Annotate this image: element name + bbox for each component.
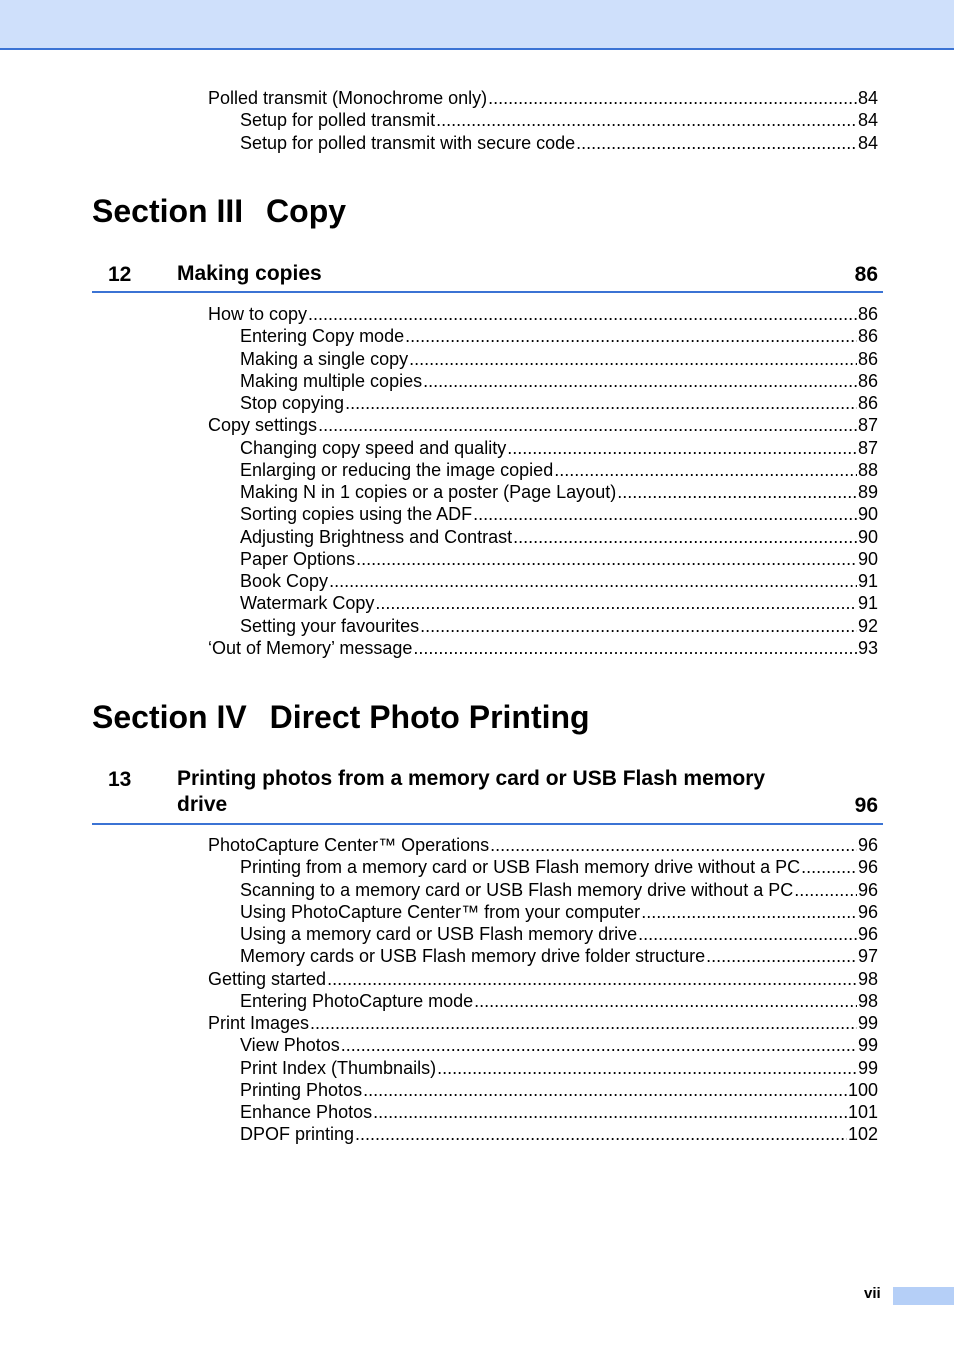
toc-entry[interactable] — [240, 570, 878, 592]
toc-entry-label: Book Copy — [240, 571, 329, 591]
chapter-title: Making copies — [177, 262, 322, 285]
toc-entry-page-number: 93 — [857, 637, 878, 658]
dot-leader — [308, 303, 857, 325]
toc-entry[interactable] — [240, 392, 878, 414]
toc-entry-label: Entering PhotoCapture mode — [240, 990, 474, 1011]
toc-entry-page-number: 89 — [857, 482, 878, 502]
toc-entry-page-number: 96 — [857, 924, 878, 944]
toc-entry-label: Paper Options — [240, 548, 356, 569]
toc-entry-page-number: 88 — [857, 459, 878, 480]
toc-entry-page-number: 86 — [857, 393, 878, 413]
toc-entry-label: Enlarging or reducing the image copied — [240, 459, 554, 480]
toc-entry[interactable] — [240, 1057, 878, 1079]
toc-entry[interactable] — [240, 1123, 878, 1145]
toc-entry[interactable] — [240, 370, 878, 392]
toc-entry[interactable] — [240, 1034, 878, 1056]
toc-entry-page-number: 99 — [857, 1057, 878, 1078]
toc-entry-page-number: 99 — [857, 1013, 878, 1033]
toc-entry[interactable] — [208, 834, 878, 856]
toc-entry-page-number: 87 — [857, 415, 878, 436]
toc-entry-label: Making a single copy — [240, 348, 409, 369]
dot-leader — [329, 570, 857, 592]
chapter-heading-13[interactable] — [92, 765, 883, 825]
toc-entry-label: Setup for polled transmit with secure code — [240, 132, 576, 153]
dot-leader — [513, 526, 857, 548]
toc-entry[interactable] — [240, 459, 878, 481]
toc-entry[interactable] — [240, 481, 878, 503]
dot-leader — [405, 325, 857, 347]
toc-entry-label: Stop copying — [240, 393, 345, 413]
chapter-title-line-1: Printing photos from a memory card or USB Flash memory — [177, 767, 766, 790]
toc-entry[interactable] — [240, 526, 878, 548]
section-title: Direct Photo Printing — [269, 699, 590, 735]
toc-entry-label: Print Images — [208, 1013, 310, 1033]
page-number-label: vii — [864, 1285, 881, 1302]
dot-leader — [373, 1101, 847, 1123]
toc-entry-page-number: 96 — [857, 857, 878, 878]
dot-leader — [473, 503, 857, 525]
toc-entry-label: Using a memory card or USB Flash memory drive — [240, 924, 638, 944]
toc-entry[interactable] — [240, 990, 878, 1012]
toc-entry-label: Printing Photos — [240, 1079, 363, 1100]
toc-entry-label: Changing copy speed and quality — [240, 437, 507, 458]
toc-entry[interactable] — [240, 1101, 878, 1123]
toc-entry-label: Enhance Photos — [240, 1102, 373, 1122]
toc-entry-label: Print Index (Thumbnails) — [240, 1057, 437, 1078]
toc-entry[interactable] — [240, 132, 878, 154]
toc-entry-page-number: 102 — [847, 1124, 878, 1145]
toc-entry-page-number: 101 — [847, 1102, 878, 1122]
toc-entry-page-number: 90 — [857, 526, 878, 547]
section-heading-copy — [92, 192, 346, 230]
dot-leader — [617, 481, 857, 503]
toc-entry-page-number: 90 — [857, 504, 878, 525]
toc-entry-page-number: 84 — [857, 110, 878, 131]
toc-entry-label: Getting started — [208, 968, 327, 989]
toc-entry-page-number: 97 — [857, 946, 878, 967]
header-band — [0, 0, 954, 50]
dot-leader — [375, 592, 857, 614]
toc-entry-page-number: 92 — [857, 615, 878, 636]
toc-entry-label: DPOF printing — [240, 1124, 355, 1145]
toc-entry[interactable] — [240, 1079, 878, 1101]
dot-leader — [801, 856, 857, 878]
toc-entry[interactable] — [240, 592, 878, 614]
toc-entry-label: Polled transmit (Monochrome only) — [208, 88, 488, 108]
toc-entry[interactable] — [208, 968, 878, 990]
toc-entry-page-number: 98 — [857, 968, 878, 989]
toc-entry[interactable] — [208, 1012, 878, 1034]
toc-entry-page-number: 91 — [857, 593, 878, 614]
dot-leader — [437, 1057, 857, 1079]
dot-leader — [706, 945, 857, 967]
dot-leader — [310, 1012, 857, 1034]
toc-entry-label: Memory cards or USB Flash memory drive folder structure — [240, 946, 706, 967]
toc-entry-page-number: 99 — [857, 1035, 878, 1056]
toc-entry-label: PhotoCapture Center™ Operations — [208, 835, 490, 855]
chapter-heading-12[interactable] — [92, 260, 883, 293]
toc-entry-page-number: 96 — [857, 835, 878, 855]
toc-entry[interactable] — [208, 414, 878, 436]
toc-entry-page-number: 86 — [857, 348, 878, 369]
chapter-title-line-2: drive — [177, 793, 228, 816]
toc-entry-label: Setting your favourites — [240, 615, 420, 636]
toc-entry-label: ‘Out of Memory’ message — [208, 637, 413, 658]
toc-entry[interactable] — [240, 503, 878, 525]
toc-entry-page-number: 98 — [857, 990, 878, 1011]
dot-leader — [318, 414, 857, 436]
chapter-page-number: 96 — [854, 794, 878, 817]
section-number: Section III — [92, 193, 244, 229]
toc-entry-label: Making N in 1 copies or a poster (Page Layout) — [240, 482, 617, 502]
toc-entry[interactable] — [240, 615, 878, 637]
dot-leader — [641, 901, 857, 923]
dot-leader — [794, 879, 857, 901]
toc-entry-label: Making multiple copies — [240, 370, 423, 391]
toc-entry-page-number: 91 — [857, 571, 878, 591]
dot-leader — [413, 637, 857, 659]
toc-entry[interactable] — [240, 109, 878, 131]
toc-entry[interactable] — [208, 303, 878, 325]
toc-entry[interactable] — [240, 856, 878, 878]
toc-entry-page-number: 84 — [857, 88, 878, 108]
toc-entry-label: Scanning to a memory card or USB Flash memory drive without a PC — [240, 879, 794, 900]
toc-entry-page-number: 90 — [857, 548, 878, 569]
dot-leader — [474, 990, 857, 1012]
dot-leader — [436, 109, 857, 131]
section-heading-direct-photo-printing — [92, 698, 590, 736]
dot-leader — [420, 615, 857, 637]
toc-entry-label: Using PhotoCapture Center™ from your computer — [240, 901, 641, 922]
toc-entry[interactable] — [240, 879, 878, 901]
toc-entry-page-number: 96 — [857, 879, 878, 900]
toc-entry-page-number: 86 — [857, 304, 878, 324]
toc-entry[interactable] — [208, 87, 878, 109]
dot-leader — [576, 132, 857, 154]
dot-leader — [356, 548, 857, 570]
dot-leader — [327, 968, 857, 990]
toc-entry-label: Adjusting Brightness and Contrast — [240, 526, 513, 547]
chapter-title — [177, 766, 817, 818]
dot-leader — [363, 1079, 847, 1101]
dot-leader — [345, 392, 857, 414]
dot-leader — [490, 834, 857, 856]
toc-entry-label: Setup for polled transmit — [240, 110, 436, 131]
dot-leader — [638, 923, 857, 945]
toc-entry[interactable] — [240, 923, 878, 945]
dot-leader — [554, 459, 857, 481]
toc-entry-page-number: 86 — [857, 370, 878, 391]
dot-leader — [507, 437, 857, 459]
dot-leader — [409, 348, 857, 370]
toc-entry[interactable] — [240, 945, 878, 967]
toc-entry[interactable] — [240, 548, 878, 570]
section-number: Section IV — [92, 699, 247, 735]
section-title: Copy — [266, 193, 347, 229]
toc-entry-label: View Photos — [240, 1035, 340, 1056]
toc-entry[interactable] — [240, 348, 878, 370]
toc-entry-label: Entering Copy mode — [240, 326, 405, 347]
toc-entry-label: How to copy — [208, 304, 308, 324]
toc-entry-label: Printing from a memory card or USB Flash memory drive without a PC — [240, 857, 801, 878]
toc-entry-page-number: 87 — [857, 437, 878, 458]
toc-entry-page-number: 100 — [847, 1079, 878, 1100]
toc-entry-page-number: 96 — [857, 901, 878, 922]
toc-entry-page-number: 84 — [857, 132, 878, 153]
toc-entry-page-number: 86 — [857, 326, 878, 347]
toc-entry[interactable] — [240, 437, 878, 459]
toc-entry[interactable] — [240, 901, 878, 923]
toc-entry-label: Sorting copies using the ADF — [240, 504, 473, 525]
toc-entry-label: Copy settings — [208, 415, 318, 436]
dot-leader — [341, 1034, 857, 1056]
dot-leader — [488, 87, 857, 109]
chapter-page-number: 86 — [854, 263, 878, 286]
toc-entry[interactable] — [240, 325, 878, 347]
toc-entry-label: Watermark Copy — [240, 593, 375, 614]
chapter-number: 13 — [108, 768, 132, 791]
toc-entry[interactable] — [208, 637, 878, 659]
dot-leader — [423, 370, 857, 392]
footer-tab — [893, 1287, 954, 1305]
chapter-number: 12 — [108, 263, 132, 286]
dot-leader — [355, 1123, 847, 1145]
